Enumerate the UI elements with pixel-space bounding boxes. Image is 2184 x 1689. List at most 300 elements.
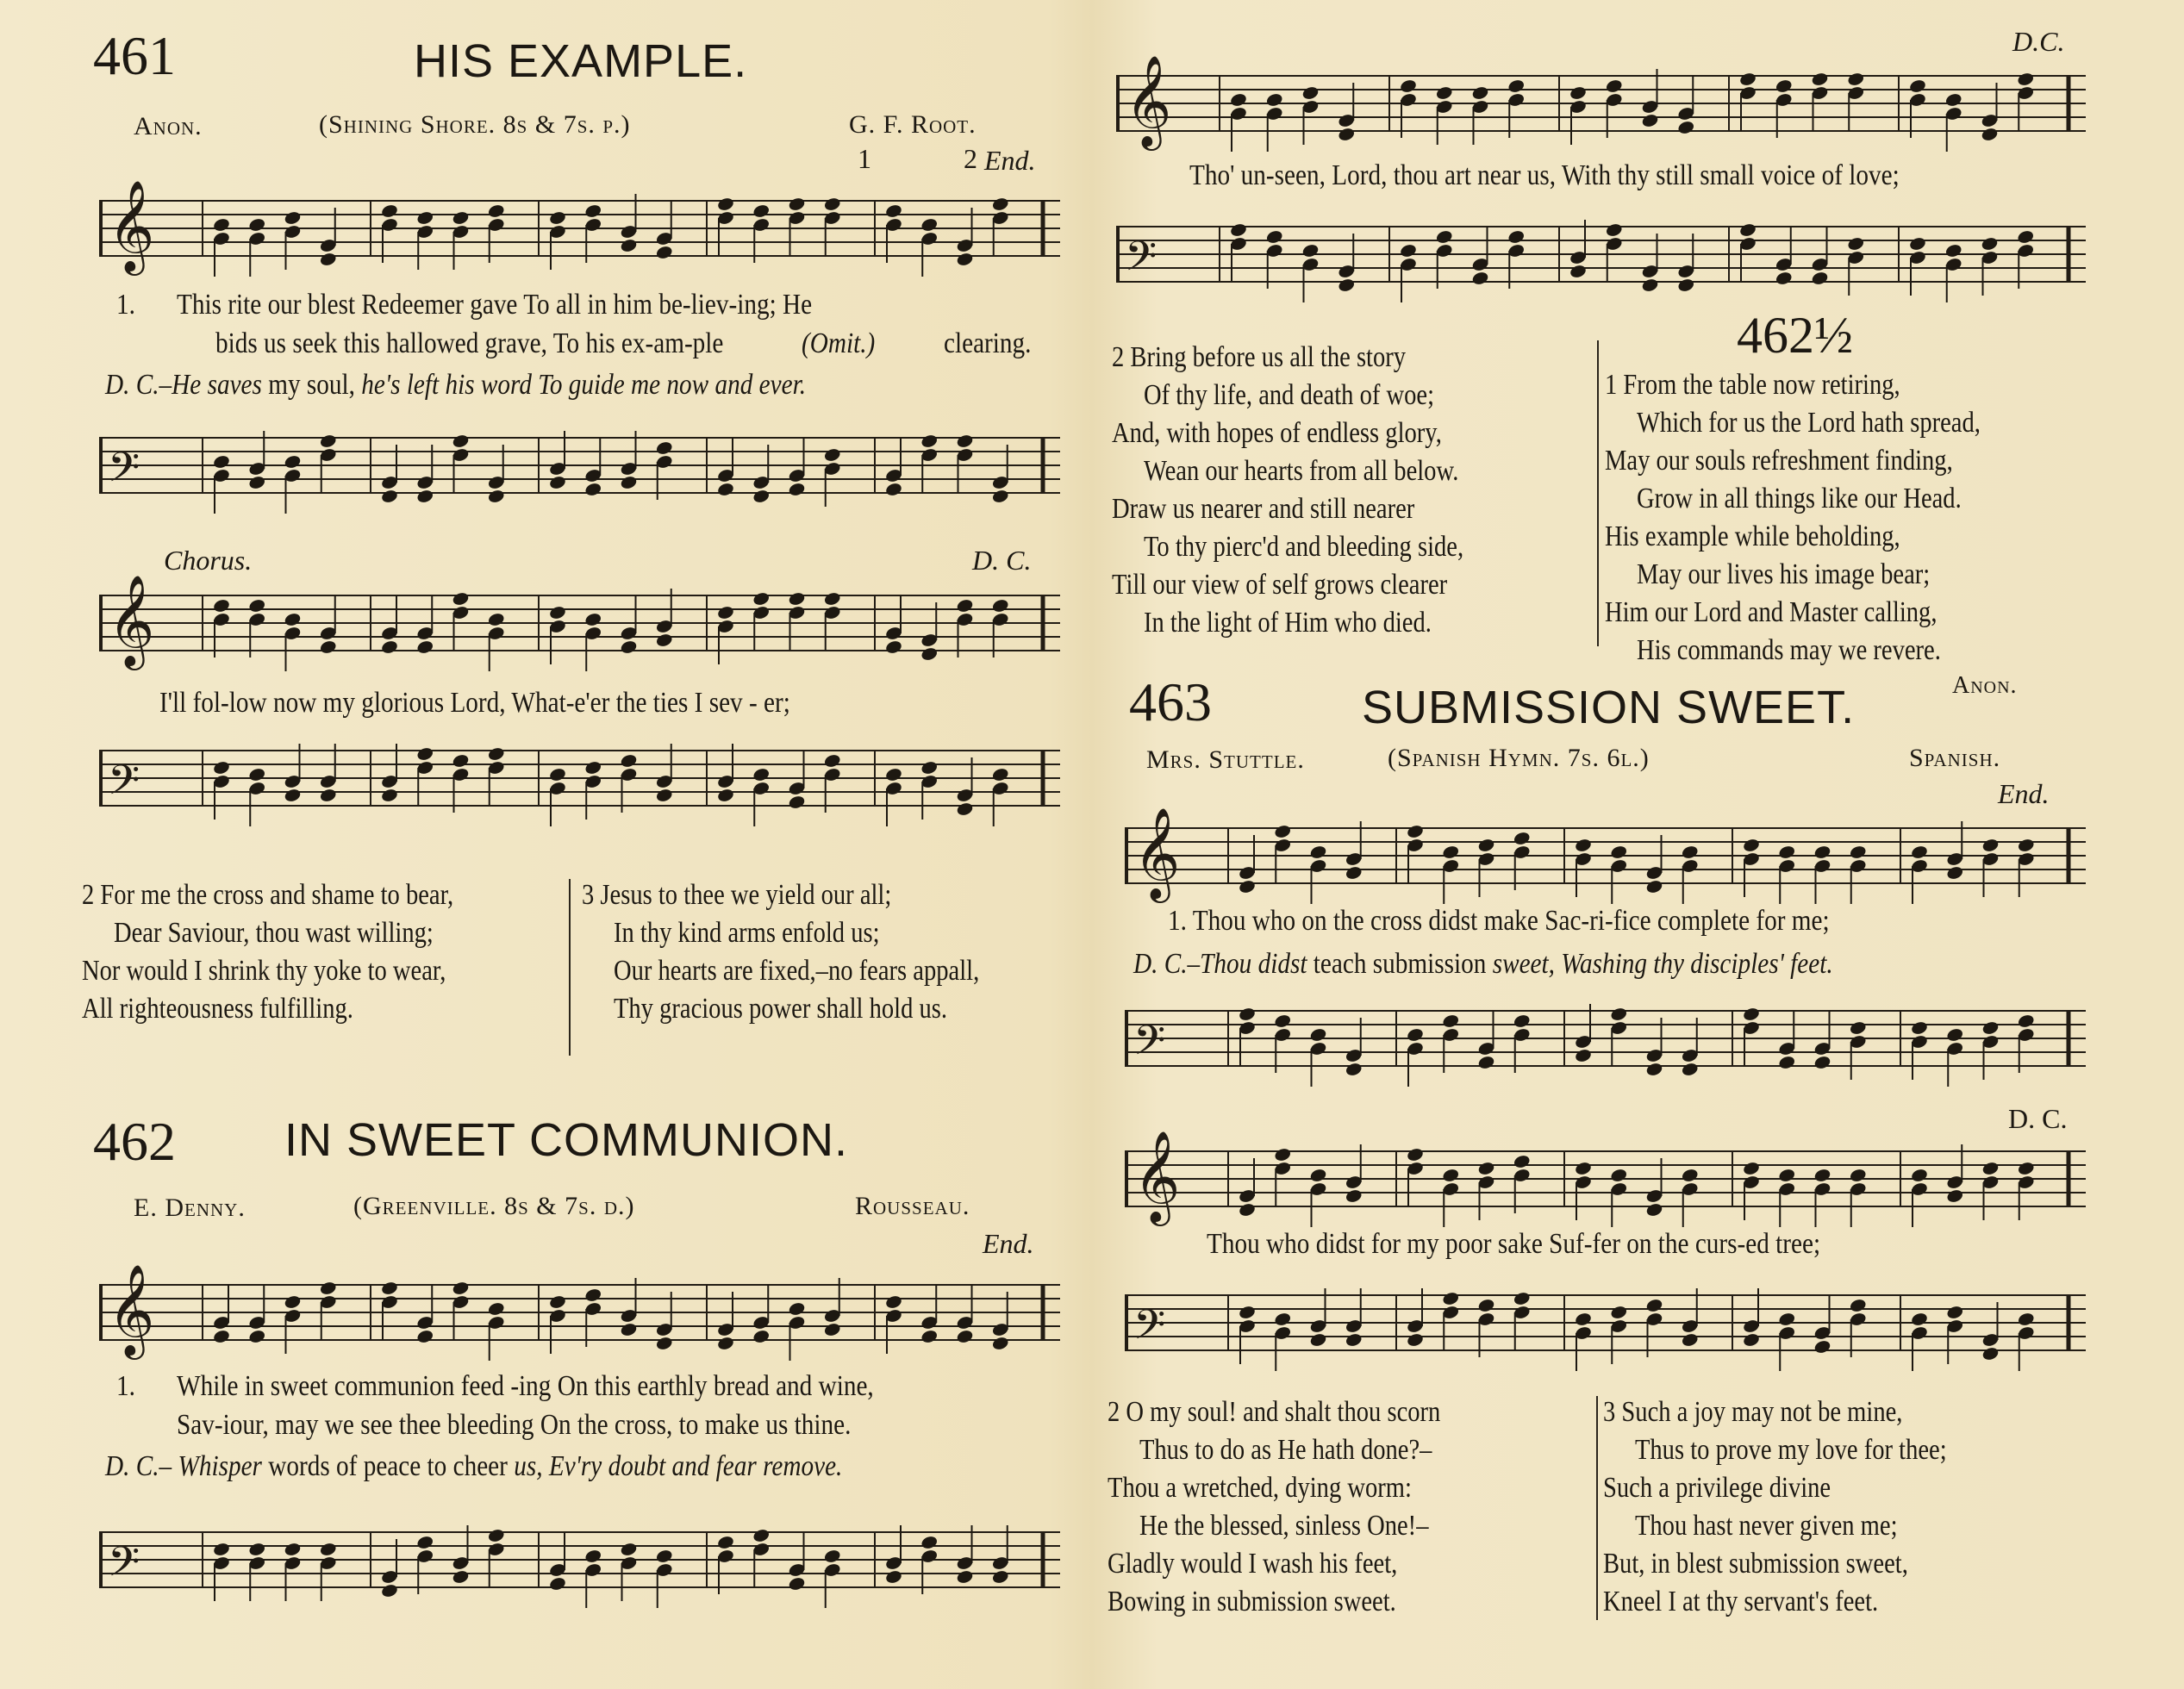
note-head — [620, 1322, 638, 1337]
hymn-462-tune: (Greenville. 8s & 7s. d.) — [353, 1192, 635, 1220]
note-head — [1274, 824, 1292, 839]
hymn-462-half-author: Anon. — [1952, 672, 2018, 699]
note-head — [416, 1329, 434, 1344]
note-head — [1742, 1007, 1760, 1022]
note-head — [319, 1281, 337, 1296]
note-head — [1435, 229, 1453, 245]
hymn-463-verse-3: 3 Such a joy may not be mine, Thus to prove my love for thee; Such a privilege divine Thou hast never given me; But, in blest submission sweet, Kneel I at thy servant's feet. — [1603, 1396, 1947, 1617]
note-head — [920, 1535, 939, 1550]
note-head — [920, 217, 939, 233]
note-head — [248, 767, 266, 782]
note-head — [452, 433, 470, 449]
note-head — [319, 639, 337, 655]
note-head — [1946, 1027, 1964, 1043]
dc-label: D. C.– Whisper — [105, 1450, 262, 1482]
bass-clef-icon: 𝄢 — [1133, 1300, 1166, 1359]
hymn-463-author: Mrs. Stuttle. — [1146, 745, 1305, 774]
note-head — [1513, 1154, 1531, 1169]
bass-clef-icon: 𝄢 — [1125, 232, 1158, 290]
treble-clef-icon: 𝄞 — [108, 574, 155, 666]
note-head — [1946, 865, 1964, 881]
note-head — [1610, 844, 1628, 860]
hymn-461-verse-num: 1. — [116, 289, 135, 321]
note-head — [380, 1583, 398, 1599]
note-head — [1981, 236, 1999, 252]
note-head — [1742, 1332, 1760, 1348]
verse-divider — [1597, 340, 1599, 646]
note-head — [284, 788, 302, 803]
note-head — [380, 788, 398, 803]
note-head — [1641, 277, 1659, 293]
note-head — [284, 612, 302, 627]
note-head — [1778, 844, 1796, 860]
note-head — [212, 1329, 230, 1344]
note-head — [1406, 1027, 1424, 1043]
note-head — [884, 639, 902, 655]
note-head — [487, 612, 505, 627]
hymn-461-lyric-1: This rite our blest Redeemer gave To all in him be-liev-ing; He — [177, 289, 813, 321]
staff-462-treble-2 — [1116, 56, 2086, 151]
note-head — [2017, 1312, 2035, 1327]
hymn-462-lyric-1: While in sweet communion feed -ing On this earthly bread and wine, — [177, 1370, 874, 1402]
note-head — [416, 210, 434, 226]
hymn-463-dc-line — [1133, 948, 1833, 981]
hymn-463-verse-2: 2 O my soul! and shalt thou scorn Thus to do as He hath done?– Thou a wretched, dying worm: He the blessed, sinless One!– Gladly would I wash his feet, Bowing in submission sweet. — [1108, 1396, 1441, 1617]
note-head — [752, 489, 771, 504]
note-head — [212, 1542, 230, 1557]
dc-mid: words of peace to cheer — [268, 1450, 508, 1482]
note-head — [1981, 838, 2000, 853]
note-head — [991, 1569, 1009, 1585]
staff-463-treble-1 — [1125, 807, 2086, 901]
note-head — [1229, 222, 1247, 238]
staff-463-bass-1 — [1125, 982, 2086, 1094]
note-head — [1681, 1332, 1699, 1348]
hymn-461-verse-3: 3 Jesus to thee we yield our all; In thy kind arms enfold us; Our hearts are fixed,–no fears appall, Thy gracious power shall hold us. — [582, 879, 980, 1025]
note-head — [1946, 1305, 1964, 1320]
note-head — [487, 1301, 505, 1317]
note-head — [716, 605, 734, 620]
end-mark: End. — [984, 145, 1036, 176]
note-head — [1301, 85, 1320, 101]
note-head — [655, 788, 673, 803]
note-head — [248, 598, 266, 614]
hymn-462-composer: Rousseau. — [855, 1192, 970, 1220]
staff-461-bass-1 — [99, 405, 1060, 526]
staff-462-bass-2 — [1116, 203, 2086, 306]
note-head — [655, 440, 673, 456]
note-head — [1477, 838, 1495, 853]
hymn-462-verse-num: 1. — [116, 1370, 135, 1402]
note-head — [1610, 1305, 1628, 1320]
hymn-462-half-verse-1: 1 From the table now retiring, Which for us the Lord hath spread, May our souls refreshment finding, Grow in all things like our Head. His example while beholding, May our lives his image bear; Him our Lord and Master calling, His commands may we revere. — [1605, 369, 1981, 666]
dc-mid: teach submission — [1313, 948, 1487, 980]
note-head — [1849, 1020, 1867, 1036]
note-head — [991, 196, 1009, 212]
note-head — [1910, 1168, 1928, 1183]
note-head — [319, 788, 337, 803]
note-head — [1811, 72, 1829, 87]
note-head — [1513, 1291, 1531, 1306]
note-head — [788, 1301, 806, 1317]
note-head — [2017, 1013, 2035, 1029]
note-head — [1645, 1298, 1663, 1313]
note-head — [548, 475, 566, 490]
note-head — [1265, 229, 1283, 245]
note-head — [212, 454, 230, 470]
hymn-461-tune: (Shining Shore. 8s & 7s. p.) — [319, 110, 631, 139]
note-head — [1605, 222, 1623, 238]
note-head — [1471, 85, 1489, 101]
note-head — [548, 210, 566, 226]
note-head — [1681, 844, 1699, 860]
note-head — [1345, 1332, 1363, 1348]
note-head — [1477, 1161, 1495, 1176]
note-head — [620, 475, 638, 490]
note-head — [1847, 72, 1865, 87]
note-head — [584, 760, 602, 776]
note-head — [788, 1576, 806, 1592]
note-head — [620, 1542, 638, 1557]
note-head — [1569, 85, 1587, 101]
staff-461-bass-2 — [99, 731, 1060, 826]
note-head — [1610, 1007, 1628, 1022]
note-head — [1981, 1161, 2000, 1176]
treble-clef-icon: 𝄞 — [1133, 1130, 1181, 1222]
note-head — [823, 1322, 841, 1337]
note-head — [2017, 229, 2035, 245]
note-head — [991, 489, 1009, 504]
note-head — [716, 1535, 734, 1550]
dc-mark: D. C. — [972, 545, 1032, 576]
dc-mark: D. C. — [2008, 1103, 2068, 1134]
note-head — [1238, 1007, 1256, 1022]
note-head — [1641, 113, 1659, 128]
note-head — [584, 482, 602, 497]
note-head — [823, 591, 841, 607]
note-head — [1681, 1062, 1699, 1077]
note-head — [212, 217, 230, 233]
note-head — [284, 1542, 302, 1557]
note-head — [1442, 1168, 1460, 1183]
note-head — [1274, 1147, 1292, 1162]
note-head — [1406, 824, 1424, 839]
note-head — [1345, 1062, 1363, 1077]
note-head — [1742, 838, 1760, 853]
note-head — [1574, 1161, 1592, 1176]
note-head — [752, 1528, 771, 1543]
staff-462-bass-1 — [99, 1491, 1060, 1629]
staff-461-treble-1 — [99, 177, 1060, 280]
hymn-462-verse-2: 2 Bring before us all the story Of thy life, and death of woe; And, with hopes of endless glory, Wean our hearts from all below. Draw us nearer and still nearer To thy pierc'd and bleeding side, Till our view of self grows clearer In the light of Him who died. — [1112, 341, 1464, 639]
note-head — [1265, 92, 1283, 108]
note-head — [416, 639, 434, 655]
dc-italic: he's left his word To guide me now and ever. — [361, 369, 807, 401]
note-head — [788, 795, 806, 810]
note-head — [1910, 1312, 1928, 1327]
note-head — [1513, 1013, 1531, 1029]
note-head — [884, 203, 902, 219]
note-head — [1399, 243, 1417, 259]
note-head — [1507, 229, 1526, 245]
note-head — [752, 203, 771, 219]
note-head — [548, 1576, 566, 1592]
note-head — [2017, 838, 2035, 853]
hymn-461-omit: (Omit.) — [802, 327, 876, 359]
hymn-463-composer: Spanish. — [1909, 744, 2001, 772]
dc-italic: sweet, Washing thy disciples' feet. — [1492, 948, 1833, 980]
note-head — [1309, 1332, 1327, 1348]
note-head — [1738, 72, 1757, 87]
note-head — [1910, 1020, 1928, 1036]
note-head — [584, 1549, 602, 1564]
note-head — [620, 238, 638, 253]
note-head — [1645, 879, 1663, 894]
note-head — [1513, 831, 1531, 846]
end-mark: End. — [1998, 778, 2050, 809]
note-head — [716, 1336, 734, 1351]
note-head — [1238, 1305, 1256, 1320]
hymn-462-half-number: 462½ — [1737, 307, 1853, 364]
note-head — [716, 196, 734, 212]
note-head — [284, 210, 302, 226]
note-head — [956, 598, 974, 614]
hymn-461-number: 461 — [93, 25, 176, 86]
hymn-462-dc-line — [105, 1450, 842, 1483]
note-head — [1345, 865, 1363, 881]
note-head — [1605, 78, 1623, 94]
note-head — [1908, 236, 1926, 252]
treble-clef-icon: 𝄞 — [1125, 54, 1172, 146]
hymn-463-lyric-2: Thou who didst for my poor sake Suf-fer on the curs-ed tree; — [1207, 1228, 1821, 1260]
note-head — [655, 245, 673, 260]
hymn-461-author: Anon. — [134, 112, 203, 140]
staff-462-treble-1 — [99, 1258, 1060, 1366]
note-head — [823, 1549, 841, 1564]
note-head — [1309, 844, 1327, 860]
note-head — [1849, 1298, 1867, 1313]
note-head — [920, 646, 939, 662]
note-head — [452, 1281, 470, 1296]
note-head — [788, 196, 806, 212]
note-head — [416, 746, 434, 762]
hymn-463-tune: (Spanish Hymn. 7s. 6l.) — [1388, 744, 1650, 772]
hymn-461-dc-line — [105, 369, 806, 402]
dc-italic: us, Ev'ry doubt and fear remove. — [514, 1450, 843, 1482]
hymn-461-chorus-lyric: I'll fol-low now my glorious Lord, What-e'er the ties I sev - er; — [159, 687, 790, 719]
note-head — [1507, 78, 1526, 94]
note-head — [584, 203, 602, 219]
bass-clef-icon: 𝄢 — [108, 756, 140, 814]
note-head — [920, 1329, 939, 1344]
note-head — [1742, 1161, 1760, 1176]
verse-divider — [569, 879, 571, 1056]
note-head — [284, 1294, 302, 1310]
note-head — [248, 1542, 266, 1557]
note-head — [655, 633, 673, 648]
note-head — [752, 767, 771, 782]
note-head — [1981, 1346, 2000, 1362]
note-head — [319, 252, 337, 267]
note-head — [620, 639, 638, 655]
note-head — [884, 767, 902, 782]
hymn-461-title: HIS EXAMPLE. — [414, 35, 748, 87]
note-head — [1908, 78, 1926, 94]
note-head — [212, 760, 230, 776]
ending-1-label: 1 — [858, 143, 871, 174]
note-head — [1338, 127, 1356, 142]
note-head — [1813, 1339, 1831, 1355]
note-head — [788, 482, 806, 497]
note-head — [1309, 1168, 1327, 1183]
note-head — [1406, 1147, 1424, 1162]
dc-mark: D.C. — [2012, 26, 2065, 57]
note-head — [1778, 1312, 1796, 1327]
note-head — [956, 252, 974, 267]
note-head — [1569, 264, 1587, 279]
note-head — [1811, 271, 1829, 286]
hymn-462-author: E. Denny. — [134, 1194, 246, 1222]
note-head — [991, 598, 1009, 614]
note-head — [823, 447, 841, 463]
note-head — [1813, 1168, 1831, 1183]
chorus-label: Chorus. — [164, 545, 253, 576]
note-head — [920, 433, 939, 449]
note-head — [920, 760, 939, 776]
note-head — [956, 801, 974, 817]
hymn-463-number: 463 — [1129, 671, 1212, 732]
note-head — [548, 1294, 566, 1310]
note-head — [1910, 844, 1928, 860]
note-head — [319, 433, 337, 449]
note-head — [1574, 838, 1592, 853]
note-head — [1471, 271, 1489, 286]
note-head — [380, 489, 398, 504]
note-head — [1645, 1062, 1663, 1077]
note-head — [487, 203, 505, 219]
note-head — [823, 753, 841, 769]
note-head — [1849, 1168, 1867, 1183]
note-head — [248, 475, 266, 490]
verse-divider — [1596, 1396, 1598, 1620]
hymn-462-title: IN SWEET COMMUNION. — [284, 1114, 849, 1166]
hymn-461-lyric-2: bids us seek this hallowed grave, To his ex-am-ple — [215, 327, 724, 359]
note-head — [1981, 1020, 2000, 1036]
note-head — [1477, 1298, 1495, 1313]
hymn-462-lyric-2: Sav-iour, may we see thee bleeding On the cross, to make us thine. — [177, 1409, 852, 1441]
note-head — [1274, 1312, 1292, 1327]
bass-clef-icon: 𝄢 — [108, 1537, 140, 1596]
note-head — [1849, 844, 1867, 860]
note-head — [452, 210, 470, 226]
note-head — [487, 746, 505, 762]
note-head — [487, 1528, 505, 1543]
note-head — [991, 1336, 1009, 1351]
hymn-462-lyric-3: Tho' un-seen, Lord, thou art near us, With thy still small voice of love; — [1189, 159, 1900, 191]
note-head — [1238, 879, 1256, 894]
note-head — [1813, 844, 1831, 860]
hymn-461-verse-2: 2 For me the cross and shame to bear, Dear Saviour, thou wast willing; Nor would I shrink thy yoke to wear, All righteousness fulfilling. — [82, 879, 454, 1025]
note-head — [788, 591, 806, 607]
note-head — [1775, 271, 1793, 286]
note-head — [1813, 1055, 1831, 1070]
note-head — [884, 1569, 902, 1585]
staff-463-bass-2 — [1125, 1275, 2086, 1370]
end-mark: End. — [983, 1228, 1034, 1259]
dc-label: D. C.–He saves — [105, 369, 262, 401]
treble-clef-icon: 𝄞 — [1133, 807, 1181, 899]
note-head — [380, 639, 398, 655]
note-head — [416, 1535, 434, 1550]
note-head — [1338, 277, 1356, 293]
bass-clef-icon: 𝄢 — [108, 443, 140, 502]
bass-clef-icon: 𝄢 — [1133, 1016, 1166, 1075]
note-head — [1944, 243, 1962, 259]
note-head — [956, 433, 974, 449]
note-head — [1574, 1312, 1592, 1327]
note-head — [1610, 1168, 1628, 1183]
note-head — [716, 482, 734, 497]
note-head — [452, 753, 470, 769]
note-head — [991, 767, 1009, 782]
note-head — [1406, 1332, 1424, 1348]
note-head — [1775, 78, 1793, 94]
note-head — [2017, 72, 2035, 87]
note-head — [1442, 1291, 1460, 1306]
note-head — [1645, 1202, 1663, 1218]
note-head — [319, 1542, 337, 1557]
note-head — [1677, 120, 1695, 135]
hymn-461-lyric-2-end: clearing. — [944, 327, 1032, 359]
note-head — [1574, 1048, 1592, 1063]
note-head — [452, 591, 470, 607]
note-head — [1345, 1188, 1363, 1204]
note-head — [1681, 1168, 1699, 1183]
hymn-461-composer: G. F. Root. — [849, 110, 977, 139]
note-head — [1442, 844, 1460, 860]
note-head — [1238, 1202, 1256, 1218]
note-head — [1229, 92, 1247, 108]
note-head — [2017, 1161, 2035, 1176]
staff-463-treble-2 — [1125, 1130, 2086, 1224]
note-head — [1778, 1168, 1796, 1183]
note-head — [248, 1329, 266, 1344]
note-head — [248, 217, 266, 233]
note-head — [884, 482, 902, 497]
note-head — [620, 753, 638, 769]
note-head — [548, 605, 566, 620]
note-head — [956, 1569, 974, 1585]
note-head — [1274, 1013, 1292, 1029]
note-head — [956, 1329, 974, 1344]
note-head — [452, 1569, 470, 1585]
note-head — [584, 612, 602, 627]
note-head — [1847, 236, 1865, 252]
note-head — [655, 1336, 673, 1351]
note-head — [1677, 277, 1695, 293]
note-head — [416, 489, 434, 504]
ending-2-label: 2 — [964, 143, 977, 174]
note-head — [1946, 1188, 1964, 1204]
note-head — [1944, 92, 1962, 108]
treble-clef-icon: 𝄞 — [108, 179, 155, 271]
dc-mid: my soul, — [268, 369, 355, 401]
note-head — [212, 598, 230, 614]
note-head — [1442, 1013, 1460, 1029]
note-head — [1778, 1055, 1796, 1070]
note-head — [1981, 127, 1999, 142]
hymn-463-title: SUBMISSION SWEET. — [1362, 682, 1856, 733]
